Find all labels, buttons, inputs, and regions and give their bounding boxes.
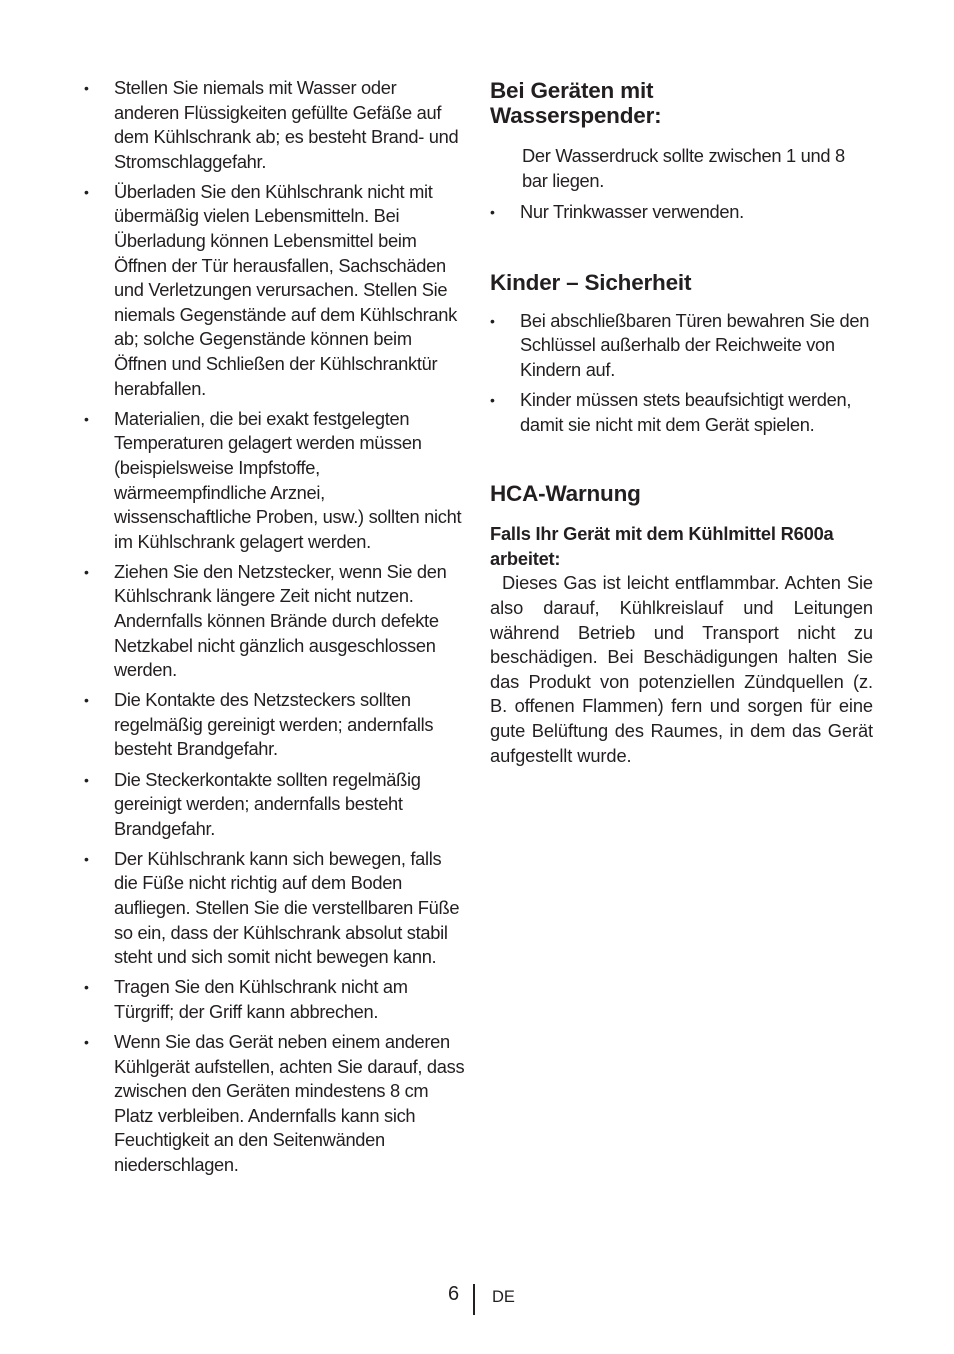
- list-item: • Materialien, die bei exakt festgelegten Temperaturen gelagert werden müssen (beispielsweise Impfstoffe, wärmeempfindliche Arznei, wissenschaftliche Proben, usw.) sollten nicht im Kühlschrank gelagert werden.: [84, 407, 462, 552]
- list-item: • Kinder müssen stets beaufsichtigt werden, damit sie nicht mit dem Gerät spielen.: [490, 389, 852, 435]
- hca-text: Dieses Gas ist leicht entflammbar. Achten Sie also darauf, Kühlkreislauf und Leitungen während Betrieb und Transport nicht zu beschädigen. Bei Beschädigungen halten Sie das Produkt von potenziellen Zündquellen (z. B. offenen Flammen) fern und sorgen für eine gute Belüftung des Raumes, in dem das Gerät aufgestellt wurde.: [490, 572, 873, 766]
- child-safety-heading: Kinder – Sicherheit: [490, 269, 692, 295]
- page-number: 6: [448, 1283, 460, 1305]
- child-safety-list: [490, 309, 873, 437]
- list-item: • Stellen Sie niemals mit Wasser oder anderen Flüssigkeiten gefüllte Gefäße auf dem Kühlschrank ab; es besteht Brand- und Stromschlaggefahr.: [84, 77, 459, 172]
- footer-divider: [473, 1284, 475, 1315]
- bullet: •: [84, 692, 89, 709]
- bullet: •: [84, 771, 89, 788]
- water-dispenser-section: [490, 78, 873, 225]
- list-item: • Überladen Sie den Kühlschrank nicht mit übermäßig vielen Lebensmitteln. Bei Überladung können Lebensmittel beim Öffnen der Tür herausfallen, Sachschäden und Verletzungen verursachen. Stellen Sie niemals Gegenstände auf dem Kühlschrank ab; solche Gegenstände können beim Öffnen und Schließen der Kühlschranktür herabfallen.: [84, 180, 457, 399]
- bullet: •: [490, 392, 495, 409]
- right-column: [490, 76, 873, 768]
- hca-subheading: Falls Ihr Gerät mit dem Kühlmittel R600a arbeitet:: [490, 523, 834, 569]
- list-item: • Nur Trinkwasser verwenden.: [490, 200, 873, 225]
- list-item: • Wenn Sie das Gerät neben einem anderen Kühlgerät aufstellen, achten Sie darauf, dass zwischen den Geräten mindestens 8 cm Platz verbleiben. Andernfalls kann sich Feuchtigkeit an den Seitenwänden niederschlagen.: [84, 1030, 465, 1175]
- safety-list: [84, 76, 466, 1178]
- list-item: • Bei abschließbaren Türen bewahren Sie den Schlüssel außerhalb der Reichweite von Kindern auf.: [490, 309, 870, 380]
- child-safety-section: [490, 270, 873, 437]
- list-item: • Die Kontakte des Netzsteckers sollten regelmäßig gereinigt werden; andernfalls besteht Brandgefahr.: [84, 689, 434, 760]
- hca-warning-section: [490, 481, 873, 768]
- language-code: DE: [492, 1288, 515, 1306]
- bullet: •: [490, 312, 495, 329]
- bullet: •: [84, 850, 89, 867]
- bullet: •: [84, 563, 89, 580]
- bullet: •: [84, 183, 89, 200]
- list-item: • Die Steckerkontakte sollten regelmäßig gereinigt werden; andernfalls besteht Brandgefahr.: [84, 768, 421, 839]
- list-item: • Tragen Sie den Kühlschrank nicht am Türgriff; der Griff kann abbrechen.: [84, 976, 408, 1022]
- list-item: • Der Kühlschrank kann sich bewegen, falls die Füße nicht richtig auf dem Boden aufliegen. Stellen Sie die verstellbaren Füße so ein, dass der Kühlschrank absolut stabil steht und sich somit nicht bewegen kann.: [84, 847, 460, 968]
- water-pressure-text: Der Wasserdruck sollte zwischen 1 und 8 bar liegen.: [522, 145, 845, 191]
- bullet: •: [84, 410, 89, 427]
- hca-heading: HCA-Warnung: [490, 481, 641, 507]
- left-column: [84, 76, 466, 1183]
- page-footer: [0, 1282, 954, 1316]
- bullet: •: [84, 1033, 89, 1050]
- list-item: • Ziehen Sie den Netzstecker, wenn Sie den Kühlschrank längere Zeit nicht nutzen. Andernfalls können Brände durch defekte Netzkabel nicht gänzlich ausgeschlossen werden.: [84, 560, 447, 681]
- bullet: •: [84, 80, 89, 96]
- water-dispenser-heading: Bei Geräten mit Wasserspender:: [490, 78, 662, 128]
- water-list: [490, 200, 873, 225]
- bullet: •: [490, 204, 495, 221]
- bullet: •: [84, 979, 89, 996]
